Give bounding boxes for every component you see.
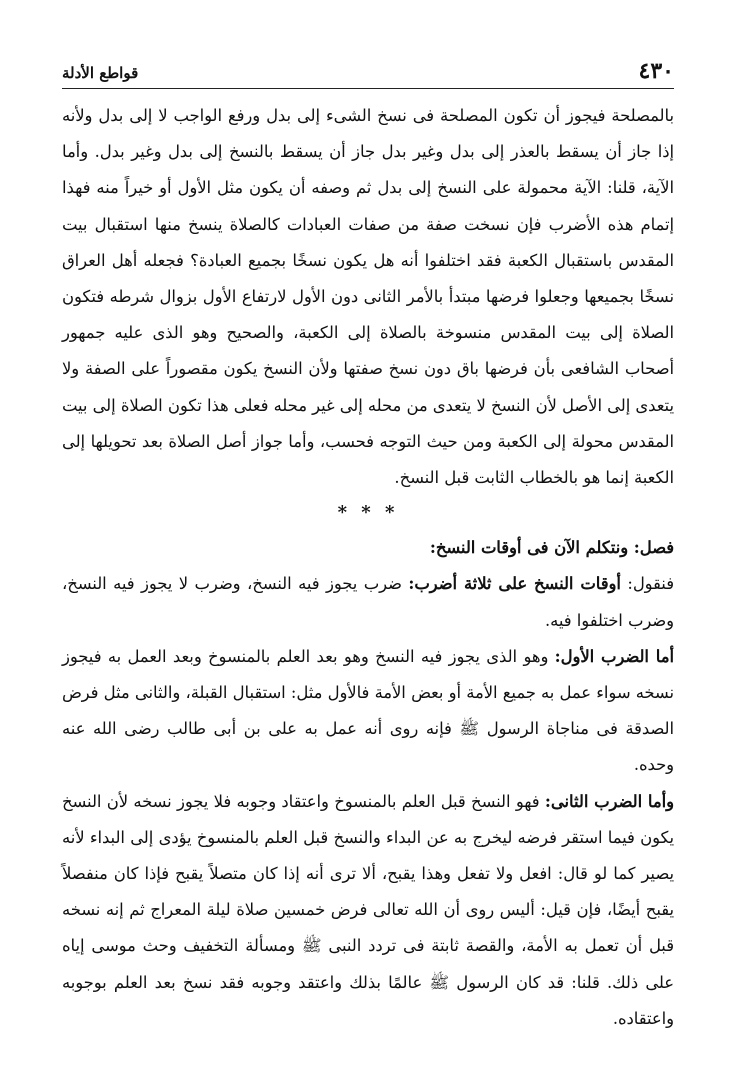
- paragraph-lead: وأما الضرب الثانى:: [544, 791, 674, 811]
- paragraph-text: فهو النسخ قبل العلم بالمنسوخ واعتقاد وجوبه فلا يجوز نسخه لأن النسخ يكون فيما استقر فرضه ليخرج به عن البداء والنسخ قبل العلم بالمنسوخ يؤدى إلى البداء لأنه يصير كما لو قال: افعل ولا تفعل وهذا يقبح، ألا ترى أنه إذا كان متصلاً يقبح فإذا كان منفصلاً يقبح أيضًا، فإن قيل: أليس روى أن الله تعالى فرض خمسين صلاة ليلة المعراج ثم إنه نسخه قبل أن تعمل به الأمة، والقصة ثابتة فى تردد النبى ﷺ ومسألة التخفيف وحث موسى إياه على ذلك. قلنا: قد كان الرسول ﷺ عالمًا بذلك واعتقد وجوبه فقد نسخ بعد العلم بوجوبه واعتقاده.: [62, 791, 674, 1028]
- paragraph-second-type: [62, 784, 674, 1037]
- page-number: ٤٣٠: [638, 58, 674, 84]
- paragraph-text: ضرب يجوز فيه النسخ، وضرب لا يجوز فيه النسخ، وضرب اختلفوا فيه.: [62, 574, 674, 630]
- paragraph-lead: أما الضرب الأول:: [554, 646, 675, 666]
- section-separator: * * *: [337, 502, 399, 524]
- paragraph-times-of-abrogation: [62, 566, 674, 638]
- paragraph-lead: أوقات النسخ على ثلاثة أضرب:: [408, 574, 621, 594]
- page-body: [62, 98, 674, 1037]
- running-title: قواطع الأدلة: [62, 64, 139, 82]
- page-header: [62, 58, 674, 89]
- paragraph-continuation: بالمصلحة فيجوز أن تكون المصلحة فى نسخ الشىء إلى بدل ورفع الواجب لا إلى بدل ولأنه إذا جاز أن يسقط بالعذر إلى بدل وغير بدل جاز أن يسقط بالنسخ إلى بدل وغير بدل. وأما الآية، قلنا: الآية محمولة على النسخ إلى بدل ثم وصفه أن يكون مثل الأول أو خيراً منه فهذا إتمام هذه الأضرب فإن نسخت صفة من صفات العبادات كالصلاة ينسخ منها استقبال بيت المقدس باستقبال الكعبة فقد اختلفوا أنه هل يكون نسخًا بجميع العبادة؟ فجعله أهل العراق نسخًا بجميعها وجعلوا فرضها مبتدأ بالأمر الثانى دون الأول لارتفاع الأول بزوال شرطه فتكون الصلاة إلى بيت المقدس منسوخة بالصلاة إلى الكعبة، والصحيح وهو الذى عليه جمهور أصحاب الشافعى بأن فرضها باق دون نسخ صفتها ولأن النسخ يكون مقصوراً على الصفة ولا يتعدى إلى الأصل لأن النسخ لا يتعدى من محله إلى غير محله فعلى هذا تكون الصلاة إلى بيت المقدس محولة إلى الكعبة ومن حيث التوجه فحسب، وأما جواز أصل الصلاة بعد تحويلها إلى الكعبة إنما هو بالخطاب الثابت قبل النسخ.: [62, 106, 674, 488]
- paragraph-text: وهو الذى يجوز فيه النسخ وهو بعد العلم بالمنسوخ وبعد العمل به فيجوز نسخه سواء عمل به جميع الأمة أو بعض الأمة فالأول مثل: استقبال القبلة، والثانى مثل فرض الصدقة فى مناجاة الرسول ﷺ فإنه روى أنه عمل به على بن أبى طالب رضى الله عنه وحده.: [62, 646, 674, 775]
- paragraph-first-type: [62, 639, 674, 784]
- paragraph-prefix: فنقول:: [620, 574, 674, 594]
- section-heading: فصل: ونتكلم الآن فى أوقات النسخ:: [429, 538, 674, 558]
